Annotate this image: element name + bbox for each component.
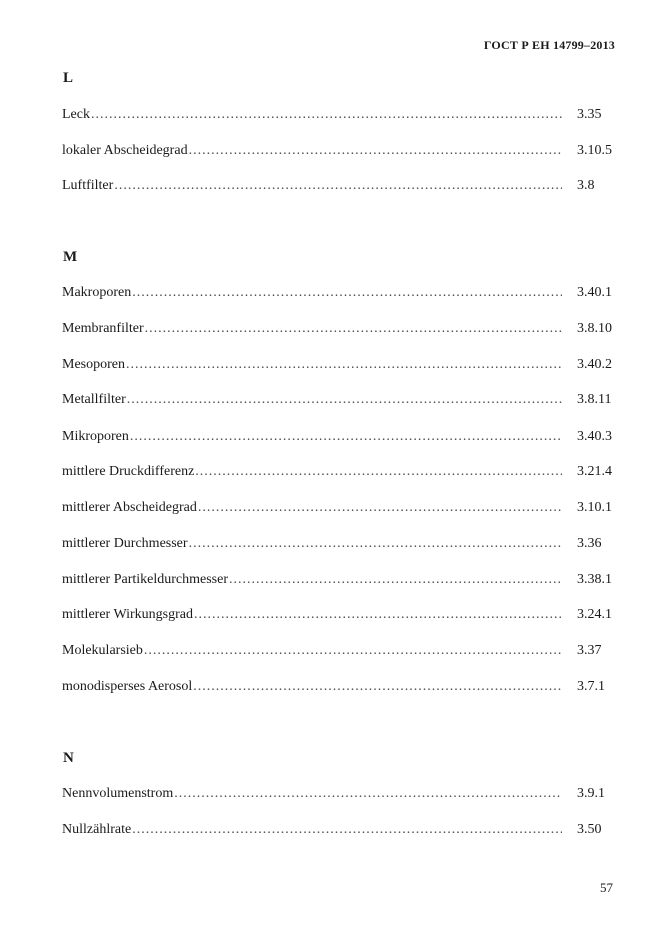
index-ref: 3.36 bbox=[577, 536, 602, 551]
index-entry bbox=[62, 392, 562, 412]
index-term: Makroporen bbox=[62, 285, 132, 300]
dot-leader bbox=[127, 392, 562, 408]
index-entry bbox=[62, 786, 562, 806]
dot-leader bbox=[145, 321, 562, 337]
index-term: Membranfilter bbox=[62, 321, 144, 336]
index-ref: 3.37 bbox=[577, 643, 602, 658]
dot-leader bbox=[229, 572, 562, 588]
index-ref: 3.40.2 bbox=[577, 357, 612, 372]
index-ref: 3.40.3 bbox=[577, 429, 612, 444]
index-ref: 3.7.1 bbox=[577, 679, 605, 694]
index-term: Nennvolumenstrom bbox=[62, 786, 174, 801]
index-entry bbox=[62, 107, 562, 127]
section-letter-n: N bbox=[63, 750, 74, 766]
dot-leader bbox=[174, 786, 562, 802]
index-term: mittlerer Durchmesser bbox=[62, 536, 188, 551]
index-term: lokaler Abscheidegrad bbox=[62, 143, 188, 158]
index-ref: 3.8 bbox=[577, 178, 595, 193]
index-entry bbox=[62, 429, 562, 449]
index-entry bbox=[62, 536, 562, 556]
dot-leader bbox=[198, 500, 562, 516]
section-letter-m: M bbox=[63, 249, 78, 265]
index-entry bbox=[62, 357, 562, 377]
index-ref: 3.10.1 bbox=[577, 500, 612, 515]
index-term: Mikroporen bbox=[62, 429, 129, 444]
index-entry bbox=[62, 464, 562, 484]
index-ref: 3.50 bbox=[577, 822, 602, 837]
index-ref: 3.24.1 bbox=[577, 607, 612, 622]
index-entry bbox=[62, 822, 562, 842]
dot-leader bbox=[126, 357, 562, 373]
index-term: mittlere Druckdifferenz bbox=[62, 464, 195, 479]
index-term: Molekularsieb bbox=[62, 643, 143, 658]
dot-leader bbox=[130, 429, 562, 445]
index-ref: 3.8.10 bbox=[577, 321, 612, 336]
index-term: Metallfilter bbox=[62, 392, 126, 407]
dot-leader bbox=[114, 178, 562, 194]
index-term: monodisperses Aerosol bbox=[62, 679, 193, 694]
section-letter-l: L bbox=[63, 70, 74, 86]
index-ref: 3.21.4 bbox=[577, 464, 612, 479]
dot-leader bbox=[193, 679, 562, 695]
index-entry bbox=[62, 178, 562, 198]
index-term: mittlerer Wirkungsgrad bbox=[62, 607, 193, 622]
dot-leader bbox=[132, 285, 562, 301]
page-header: ГОСТ Р ЕН 14799–2013 bbox=[483, 38, 615, 52]
index-ref: 3.35 bbox=[577, 107, 602, 122]
index-entry bbox=[62, 679, 562, 699]
index-ref: 3.38.1 bbox=[577, 572, 612, 587]
index-ref: 3.9.1 bbox=[577, 786, 605, 801]
page-number: 57 bbox=[600, 880, 613, 895]
index-ref: 3.40.1 bbox=[577, 285, 612, 300]
index-term: mittlerer Partikeldurchmesser bbox=[62, 572, 228, 587]
dot-leader bbox=[144, 643, 562, 659]
index-entry bbox=[62, 143, 562, 163]
index-entry bbox=[62, 607, 562, 627]
index-ref: 3.10.5 bbox=[577, 143, 612, 158]
index-entry bbox=[62, 643, 562, 663]
index-entry bbox=[62, 572, 562, 592]
index-entry bbox=[62, 500, 562, 520]
index-entry bbox=[62, 321, 562, 341]
dot-leader bbox=[132, 822, 562, 838]
dot-leader bbox=[189, 143, 562, 159]
index-term: Luftfilter bbox=[62, 178, 114, 193]
index-term: Nullzählrate bbox=[62, 822, 132, 837]
dot-leader bbox=[189, 536, 562, 552]
dot-leader bbox=[195, 464, 562, 480]
index-entry bbox=[62, 285, 562, 305]
dot-leader bbox=[91, 107, 562, 123]
index-term: Mesoporen bbox=[62, 357, 125, 372]
index-ref: 3.8.11 bbox=[577, 392, 612, 407]
index-term: Leck bbox=[62, 107, 90, 122]
dot-leader bbox=[194, 607, 562, 623]
index-term: mittlerer Abscheidegrad bbox=[62, 500, 197, 515]
